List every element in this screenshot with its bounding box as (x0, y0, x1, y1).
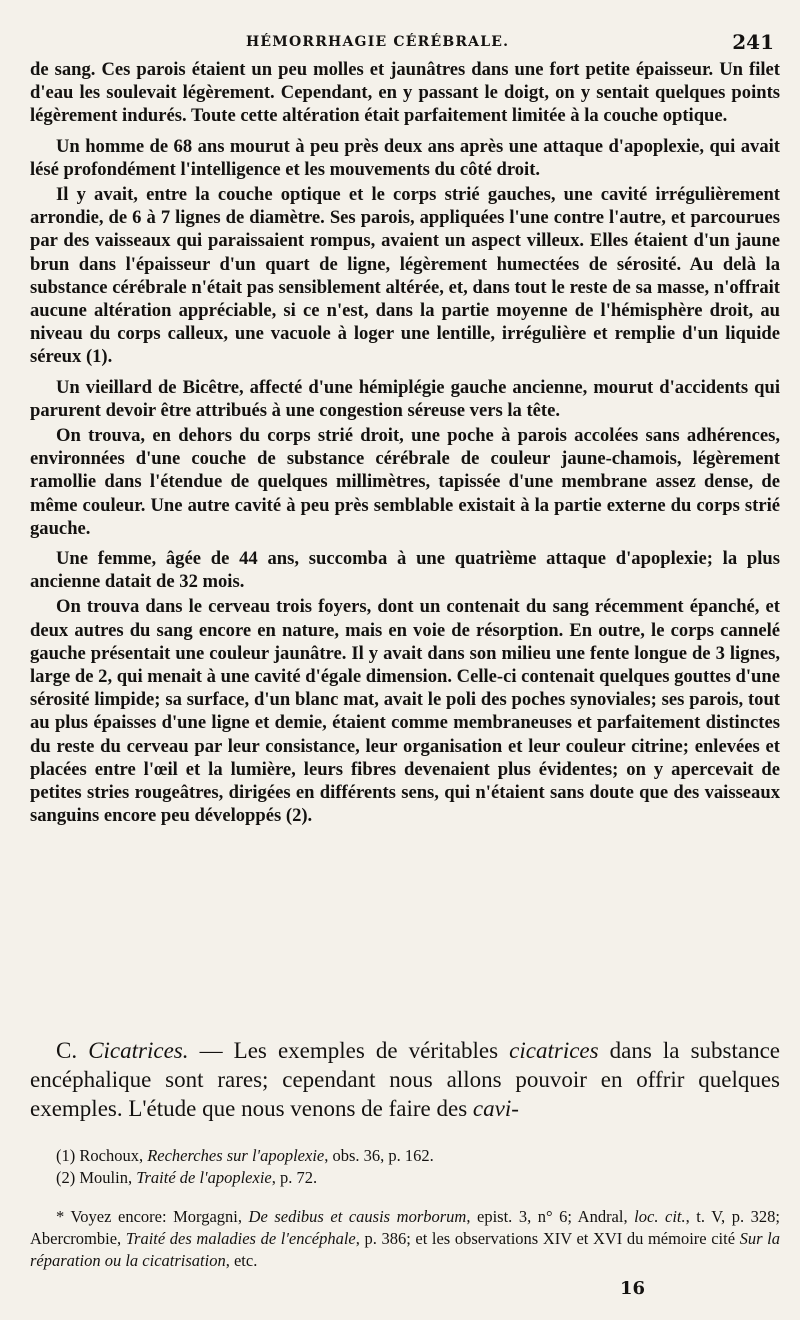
section-text-a: — Les exemples de véritables (188, 1038, 510, 1063)
paragraph-2: Un homme de 68 ans mourut à peu près deux ans après une attaque d'apoplexie, qui avait lésé profondément l'intelligence et les mouvements du côté droit. (30, 135, 780, 180)
footnote-3-end: , etc. (225, 1250, 258, 1270)
section-text-end: cavi- (472, 1096, 519, 1121)
footnote-3-intro: * Voyez encore: Morgagni, (56, 1206, 249, 1226)
paragraph-5: On trouva, en dehors du corps strié droit, une poche à parois accolées sans adhérences, environnées d'une couche de substance cérébrale de couleur jaune-chamois, légèrement ramollie dans l'étendue de quelques millimètres, tapissée d'une membrane assez dense, de même couleur. Une autre cavité à peu près semblable existait à la partie externe du corps strié gauche. (30, 425, 780, 539)
footnote-3-title-1: De sedibus et causis morborum (248, 1206, 467, 1226)
footnote-3-ref-1: , epist. 3, n° 6; Andral, (466, 1206, 635, 1226)
signature-mark: 16 (620, 1278, 646, 1299)
section-text-b: dans la substance encéphalique sont rares; cependant nous allons pouvoir en offrir quelques exemples. L'étude que nous venons de faire des (30, 1038, 781, 1121)
footnote-2 (30, 1167, 780, 1189)
book-page (30, 0, 780, 1320)
paragraph-1: de sang. Ces parois étaient un peu molles et jaunâtres dans une fort petite épaisseur. Un filet d'eau les soulevait légèrement. Cependant, en y passant le doigt, on y sentait quelques points légèrement indurés. Toute cette altération était parfaitement limitée à la couche optique. (30, 59, 780, 127)
footnotes (30, 1145, 780, 1288)
footnote-3-ref-3: , p. 386; et les observations XIV et XVI du mémoire cité (355, 1228, 740, 1248)
footnote-2-ref: , p. 72. (271, 1168, 318, 1187)
paragraph-7: On trouva dans le cerveau trois foyers, dont un contenait du sang récemment épanché, et deux autres du sang encore en nature, mais en voie de résorption. En outre, le corps cannelé gauche présentait une couleur jaunâtre. Il y avait dans son milieu une fente longue de 3 lignes, large de 2, qui menait à une cavité d'égale dimension. Celle-ci contenait quelques gouttes d'une sérosité limpide; sa surface, d'un blanc mat, avait le poli des poches synoviales; ses parois, tout au plus épaisses d'une ligne et demie, étaient comme membraneuses et parfaitement distinctes du reste du cerveau par leur consistance, leur organisation et leur couleur citrine; enlevées et placées entre l'œil et la lumière, leurs fibres devenaient plus évidentes; on y apercevait de petites stries rougeâtres, dirigées en différents sens, qui n'étaient sans doute que des vaisseaux sanguins encore peu développés (2). (30, 596, 780, 827)
footnote-1-ref: , obs. 36, p. 162. (324, 1146, 434, 1165)
footnote-3-ref-2: , t. V, p. 328; Abercrombie, (30, 1206, 780, 1248)
footnote-2-author: (2) Moulin, (56, 1168, 137, 1187)
page-number: 241 (732, 30, 774, 54)
paragraph-6: Une femme, âgée de 44 ans, succomba à une quatrième attaque d'apoplexie; la plus ancienne datait de 32 mois. (30, 548, 780, 593)
footnote-3-title-2: loc. cit. (634, 1206, 686, 1226)
section-paragraph (30, 1036, 780, 1123)
section-cicatrices (30, 1036, 780, 1123)
footnote-1-author: (1) Rochoux, (56, 1146, 148, 1165)
footnote-2-title: Traité de l'apoplexie (136, 1168, 272, 1187)
section-title: Cicatrices. (88, 1038, 189, 1063)
running-head: HÉMORRHAGIE CÉRÉBRALE. (246, 34, 510, 50)
footnote-3-title-4: Sur la réparation ou la cicatrisation (30, 1228, 780, 1270)
footnote-3-title-3: Traité des maladies de l'encéphale (125, 1228, 356, 1248)
footnote-1-title: Recherches sur l'apoplexie (147, 1146, 325, 1165)
paragraph-3: Il y avait, entre la couche optique et le corps strié gauches, une cavité irrégulièrement arrondie, de 6 à 7 lignes de diamètre. Ses parois, appliquées l'une contre l'autre, et parcourues par des vaisseaux qui paraissaient rompus, avaient un aspect villeux. Elles étaient d'un jaune brun dans l'épaisseur d'un quart de ligne, légèrement humectées de sérosité. Au delà la substance cérébrale n'était pas sensiblement altérée, et, dans tout le reste de sa masse, n'offrait aucune altération appréciable, si ce n'est, dans la partie moyenne de l'hémisphère droit, au niveau du corps calleux, une vacuole à loger une lentille, irrégulière et remplie d'un liquide séreux (1). (30, 184, 780, 368)
section-text-em: cicatrices (509, 1038, 599, 1063)
page-header (30, 30, 780, 58)
paragraph-4: Un vieillard de Bicêtre, affecté d'une hémiplégie gauche ancienne, mourut d'accidents qui parurent devoir être attribués à une congestion séreuse vers la tête. (30, 376, 780, 421)
footnote-3 (30, 1206, 780, 1272)
footnote-1 (30, 1145, 780, 1167)
section-letter: C. (56, 1038, 78, 1063)
body-text (30, 58, 780, 835)
